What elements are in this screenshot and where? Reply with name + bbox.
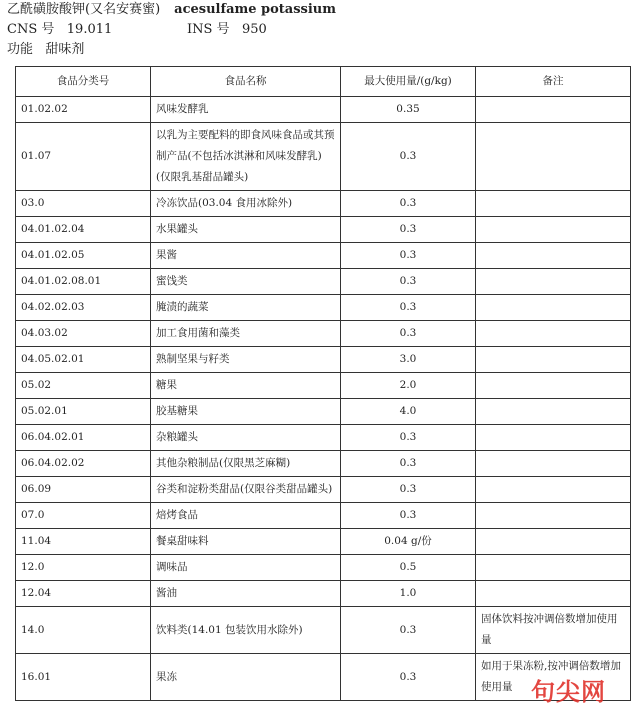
food-name-cell xyxy=(151,123,341,191)
table-row xyxy=(16,399,631,425)
max-usage-cell-text: 0.3 xyxy=(399,249,417,261)
category-code-cell-text: 05.02 xyxy=(21,379,52,391)
max-usage-cell-text: 0.3 xyxy=(399,327,417,339)
category-code-cell xyxy=(16,295,151,321)
max-usage-cell-text: 0.3 xyxy=(399,431,417,443)
food-name-cell xyxy=(151,607,341,654)
table-body xyxy=(16,97,631,701)
max-usage-cell xyxy=(341,399,476,425)
site-watermark: 句尖网 xyxy=(531,678,606,706)
category-code-cell-text: 11.04 xyxy=(21,535,52,547)
category-code-cell xyxy=(16,191,151,217)
category-code-cell xyxy=(16,529,151,555)
category-code-cell xyxy=(16,581,151,607)
category-code-cell-text: 07.0 xyxy=(21,509,45,521)
header-food-name: 食品名称 xyxy=(151,67,341,97)
category-code-cell-text: 05.02.01 xyxy=(21,405,68,417)
food-name-cell-text: 杂粮罐头 xyxy=(156,431,198,443)
function-line xyxy=(7,40,637,60)
category-code-cell-text: 04.05.02.01 xyxy=(21,353,85,365)
category-code-cell-text: 12.04 xyxy=(21,587,52,599)
max-usage-cell-text: 0.3 xyxy=(399,483,417,495)
food-name-cell xyxy=(151,581,341,607)
category-code-cell-text: 04.02.02.03 xyxy=(21,301,85,313)
category-code-cell xyxy=(16,347,151,373)
food-name-cell-text: 果酱 xyxy=(156,249,177,261)
table-header-row xyxy=(16,67,631,97)
remarks-cell xyxy=(476,191,631,217)
max-usage-cell xyxy=(341,269,476,295)
remarks-cell xyxy=(476,529,631,555)
header-max-usage: 最大使用量/(g/kg) xyxy=(341,67,476,97)
food-name-cell-text: 谷类和淀粉类甜品(仅限谷类甜品罐头) xyxy=(156,483,333,495)
category-code-cell-text: 01.07 xyxy=(21,150,52,162)
food-name-cell xyxy=(151,97,341,123)
max-usage-cell-text: 0.3 xyxy=(399,623,417,636)
max-usage-cell xyxy=(341,425,476,451)
max-usage-cell-text: 3.0 xyxy=(399,353,417,365)
max-usage-cell xyxy=(341,451,476,477)
food-name-cell-text: 冷冻饮品(03.04 食用冰除外) xyxy=(156,197,293,209)
food-name-cell-text: 蜜饯类 xyxy=(156,275,188,287)
remarks-cell xyxy=(476,97,631,123)
food-name-cell xyxy=(151,451,341,477)
remarks-cell xyxy=(476,321,631,347)
food-name-cell xyxy=(151,217,341,243)
max-usage-cell xyxy=(341,123,476,191)
remarks-cell xyxy=(476,347,631,373)
food-name-cell-text: 果冻 xyxy=(156,670,177,683)
header-category-code: 食品分类号 xyxy=(16,67,151,97)
table-row xyxy=(16,555,631,581)
max-usage-cell-text: 1.0 xyxy=(399,587,417,599)
max-usage-cell xyxy=(341,373,476,399)
food-name-cell-text: 胶基糖果 xyxy=(156,405,198,417)
category-code-cell xyxy=(16,654,151,701)
food-name-cell xyxy=(151,243,341,269)
table-row xyxy=(16,243,631,269)
category-code-cell xyxy=(16,269,151,295)
category-code-cell-text: 01.02.02 xyxy=(21,103,68,115)
category-code-cell xyxy=(16,217,151,243)
remarks-cell xyxy=(476,123,631,191)
max-usage-cell-text: 4.0 xyxy=(399,405,417,417)
remarks-cell xyxy=(476,477,631,503)
food-name-cell-text: 糖果 xyxy=(156,379,177,391)
table-row xyxy=(16,373,631,399)
category-code-cell xyxy=(16,607,151,654)
cns-value: 19.011 xyxy=(66,22,113,37)
food-name-cell-text: 焙烤食品 xyxy=(156,509,198,521)
category-code-cell xyxy=(16,321,151,347)
food-name-cell xyxy=(151,503,341,529)
table-row xyxy=(16,581,631,607)
category-code-cell-text: 04.01.02.08.01 xyxy=(21,275,102,287)
food-name-cell-text: 水果罐头 xyxy=(156,223,198,235)
max-usage-cell-text: 0.3 xyxy=(399,197,417,209)
max-usage-cell xyxy=(341,477,476,503)
category-code-cell-text: 16.01 xyxy=(21,670,52,683)
category-code-cell xyxy=(16,425,151,451)
remarks-cell-text: 固体饮料按冲调倍数增加使用量 xyxy=(481,613,618,646)
max-usage-cell xyxy=(341,503,476,529)
food-name-cell xyxy=(151,555,341,581)
remarks-cell xyxy=(476,243,631,269)
food-name-cell xyxy=(151,347,341,373)
food-name-cell xyxy=(151,269,341,295)
max-usage-cell-text: 0.35 xyxy=(396,103,420,115)
title-line xyxy=(7,0,637,20)
table-row xyxy=(16,191,631,217)
max-usage-cell-text: 0.3 xyxy=(399,670,417,683)
category-code-cell-text: 06.04.02.01 xyxy=(21,431,85,443)
remarks-cell xyxy=(476,269,631,295)
cns-number xyxy=(7,20,187,40)
cns-label: CNS 号 xyxy=(7,22,55,37)
category-code-cell-text: 04.01.02.05 xyxy=(21,249,85,261)
max-usage-cell xyxy=(341,581,476,607)
food-name-cell xyxy=(151,191,341,217)
food-name-cell-text: 餐桌甜味料 xyxy=(156,535,209,547)
remarks-cell xyxy=(476,581,631,607)
table-row xyxy=(16,529,631,555)
remarks-cell xyxy=(476,451,631,477)
title-chinese: 乙酰磺胺酸钾(又名安赛蜜) xyxy=(7,2,161,17)
remarks-cell xyxy=(476,295,631,321)
food-name-cell xyxy=(151,321,341,347)
food-name-cell xyxy=(151,373,341,399)
table-row xyxy=(16,451,631,477)
category-code-cell-text: 04.01.02.04 xyxy=(21,223,85,235)
category-code-cell xyxy=(16,451,151,477)
remarks-cell xyxy=(476,399,631,425)
max-usage-cell-text: 0.3 xyxy=(399,150,417,162)
food-name-cell-text: 饮料类(14.01 包装饮用水除外) xyxy=(156,623,303,636)
document-header xyxy=(7,0,637,60)
usage-table xyxy=(15,66,631,701)
category-code-cell xyxy=(16,399,151,425)
max-usage-cell xyxy=(341,654,476,701)
food-name-cell-text: 加工食用菌和藻类 xyxy=(156,327,240,339)
max-usage-cell xyxy=(341,321,476,347)
food-name-cell-text: 酱油 xyxy=(156,587,177,599)
header-remarks: 备注 xyxy=(476,67,631,97)
table-row xyxy=(16,477,631,503)
food-name-cell-text: 熟制坚果与籽类 xyxy=(156,353,230,365)
food-name-cell-text: 以乳为主要配料的即食风味食品或其预制产品(不包括冰淇淋和风味发酵乳)(仅限乳基甜品罐头) xyxy=(156,129,335,183)
table-row xyxy=(16,295,631,321)
remarks-cell xyxy=(476,555,631,581)
food-name-cell xyxy=(151,529,341,555)
category-code-cell-text: 04.03.02 xyxy=(21,327,68,339)
category-code-cell xyxy=(16,97,151,123)
food-name-cell xyxy=(151,425,341,451)
table-row xyxy=(16,123,631,191)
max-usage-cell-text: 0.3 xyxy=(399,275,417,287)
max-usage-cell xyxy=(341,97,476,123)
max-usage-cell xyxy=(341,191,476,217)
function-label: 功能 xyxy=(7,42,34,57)
remarks-cell xyxy=(476,607,631,654)
category-code-cell xyxy=(16,243,151,269)
remarks-cell-text: 如用于果冻粉,按冲调倍数增加使用量 xyxy=(481,660,621,693)
max-usage-cell xyxy=(341,529,476,555)
max-usage-cell-text: 0.3 xyxy=(399,301,417,313)
remarks-cell xyxy=(476,503,631,529)
category-code-cell-text: 03.0 xyxy=(21,197,45,209)
category-code-cell-text: 06.04.02.02 xyxy=(21,457,85,469)
food-name-cell xyxy=(151,477,341,503)
food-name-cell-text: 风味发酵乳 xyxy=(156,103,209,115)
food-name-cell xyxy=(151,399,341,425)
remarks-cell xyxy=(476,373,631,399)
max-usage-cell xyxy=(341,555,476,581)
remarks-cell xyxy=(476,217,631,243)
max-usage-cell-text: 0.04 g/份 xyxy=(384,535,432,547)
code-line xyxy=(7,20,637,40)
max-usage-cell-text: 2.0 xyxy=(399,379,417,391)
food-name-cell xyxy=(151,295,341,321)
category-code-cell xyxy=(16,373,151,399)
category-code-cell xyxy=(16,555,151,581)
category-code-cell-text: 14.0 xyxy=(21,623,45,636)
max-usage-cell-text: 0.3 xyxy=(399,223,417,235)
max-usage-cell xyxy=(341,607,476,654)
food-name-cell-text: 调味品 xyxy=(156,561,188,573)
title-english: acesulfame potassium xyxy=(174,2,337,17)
table-row xyxy=(16,217,631,243)
function-value: 甜味剂 xyxy=(45,42,85,57)
remarks-cell xyxy=(476,425,631,451)
category-code-cell xyxy=(16,477,151,503)
ins-number xyxy=(187,20,267,40)
table-row xyxy=(16,347,631,373)
food-name-cell-text: 腌渍的蔬菜 xyxy=(156,301,209,313)
food-name-cell xyxy=(151,654,341,701)
category-code-cell-text: 12.0 xyxy=(21,561,45,573)
table-row xyxy=(16,425,631,451)
ins-value: 950 xyxy=(241,22,267,37)
max-usage-cell xyxy=(341,217,476,243)
category-code-cell xyxy=(16,123,151,191)
table-row xyxy=(16,269,631,295)
food-name-cell-text: 其他杂粮制品(仅限黑芝麻糊) xyxy=(156,457,291,469)
table-row xyxy=(16,607,631,654)
category-code-cell xyxy=(16,503,151,529)
max-usage-cell xyxy=(341,243,476,269)
max-usage-cell-text: 0.5 xyxy=(399,561,417,573)
max-usage-cell xyxy=(341,295,476,321)
table-row xyxy=(16,97,631,123)
max-usage-cell xyxy=(341,347,476,373)
table-row xyxy=(16,503,631,529)
max-usage-cell-text: 0.3 xyxy=(399,509,417,521)
ins-label: INS 号 xyxy=(187,22,230,37)
max-usage-cell-text: 0.3 xyxy=(399,457,417,469)
category-code-cell-text: 06.09 xyxy=(21,483,52,495)
table-row xyxy=(16,321,631,347)
